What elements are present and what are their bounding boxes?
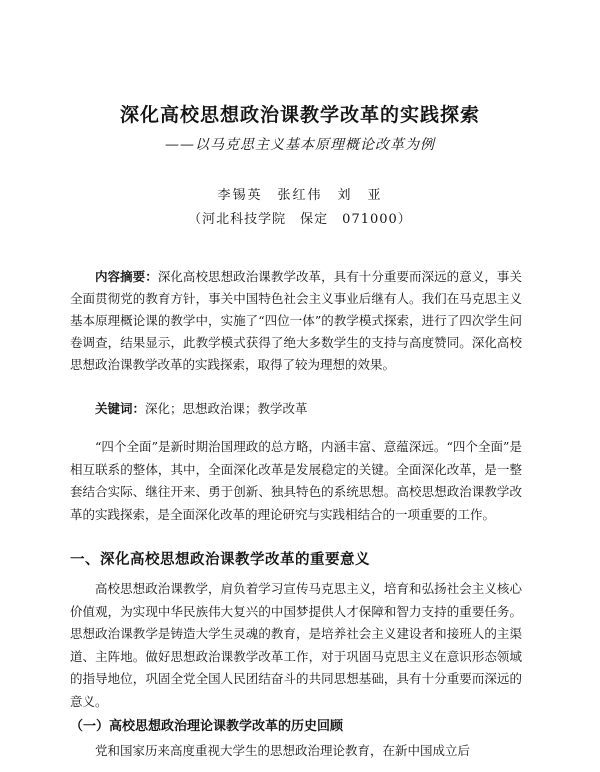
- keywords-label: 关键词：: [95, 401, 146, 416]
- paper-subtitle: ——以马克思主义基本原理概论改革为例: [165, 137, 435, 153]
- abstract-label: 内容摘要：: [95, 269, 158, 284]
- keywords-text: 深化；思想政治课；教学改革: [145, 401, 308, 416]
- author-affiliation: （河北科技学院 保定 071000）: [188, 212, 412, 227]
- abstract: [70, 266, 522, 376]
- subsection-paragraph: 党和国家历来高度重视大学生的思想政治理论教育，在新中国成立后: [95, 743, 471, 758]
- section-heading: 一、深化高校思想政治课教学改革的重要意义: [70, 551, 370, 568]
- intro-paragraph: “四个全面”是新时期治国理政的总方略，内涵丰富、意蕴深远。“四个全面”是相互联系的整体，其中，全面深化改革是发展稳定的关键。全面深化改革，是一整套结合实际、继往开来、勇于创新、独具特色的系统思想。高校思想政治课教学改革的实践探索，是全面深化改革的理论研究与实践相结合的一项重要的工作。: [70, 439, 522, 522]
- author-list: 李锡英 张红伟 刘 亚: [217, 188, 383, 203]
- abstract-text: 深化高校思想政治课教学改革，具有十分重要而深远的意义，事关全面贯彻党的教育方针，事关中国特色社会主义事业后继有人。我们在马克思主义基本原理概论课的教学中，实施了“四位一体”的教学模式探索，进行了四次学生问卷调查，结果显示，此教学模式获得了绝大多数学生的支持与高度赞同。深化高校思想政治课教学改革的实践探索，取得了较为理想的效果。: [70, 269, 522, 372]
- section-paragraph: 高校思想政治课教学，肩负着学习宣传马克思主义，培育和弘扬社会主义核心价值观，为实现中华民族伟大复兴的中国梦提供人才保障和智力支持的重要任务。思想政治课教学是铸造大学生灵魂的教育，是培养社会主义建设者和接班人的主渠道、主阵地。做好思想政治课教学改革工作，对于巩固马克思主义在意识形态领域的指导地位，巩固全党全国人民团结奋斗的共同思想基础，具有十分重要而深远的意义。: [70, 581, 522, 709]
- paper-title: 深化高校思想政治课教学改革的实践探索: [119, 104, 480, 126]
- subsection-heading: （一）高校思想政治理论课教学改革的历史回顾: [70, 719, 344, 734]
- keywords: [70, 398, 522, 420]
